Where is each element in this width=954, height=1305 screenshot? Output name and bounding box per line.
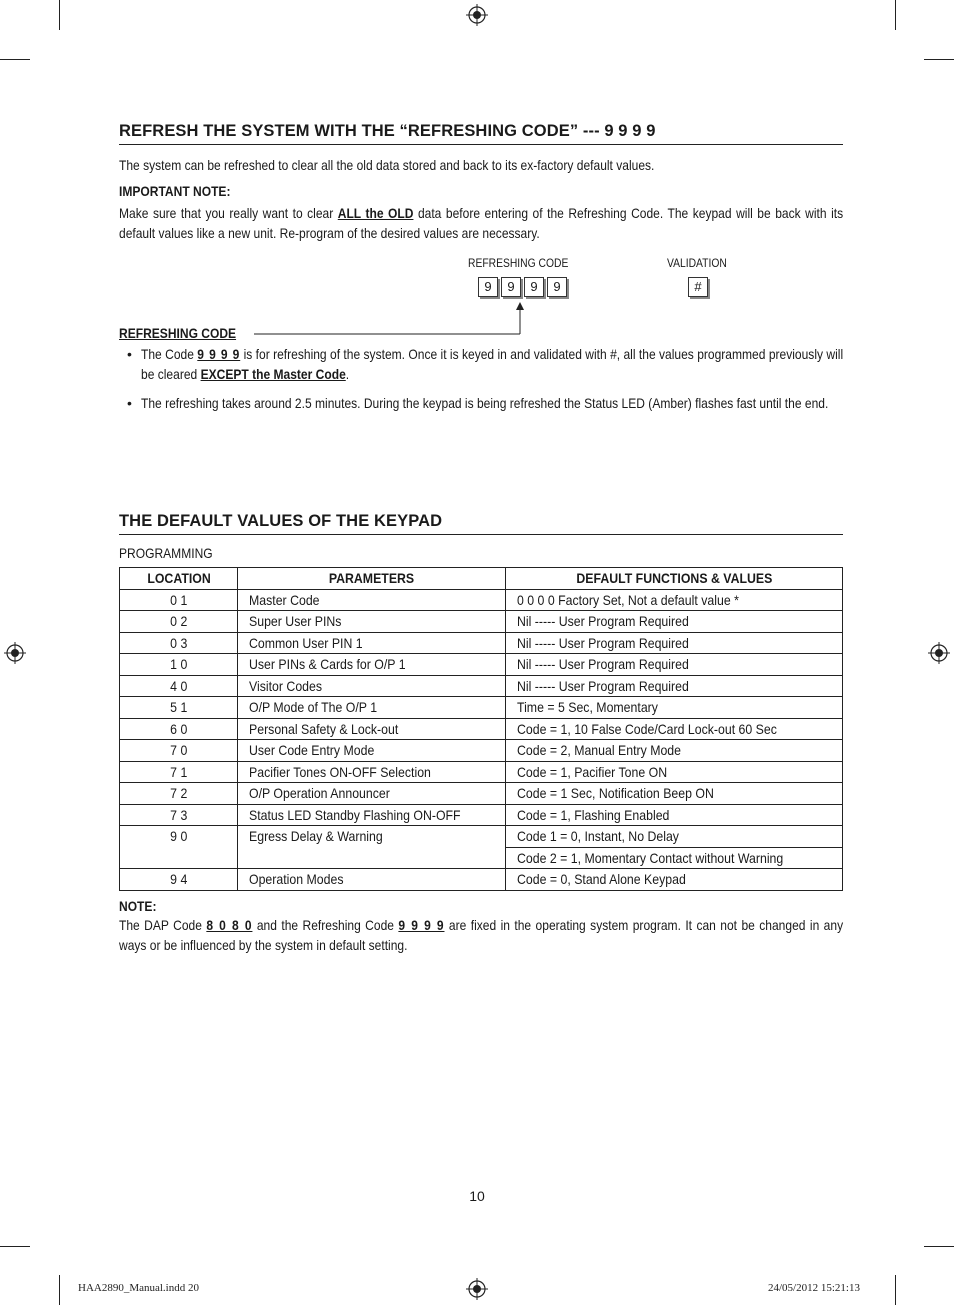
table-row <box>120 826 843 848</box>
table-row <box>120 740 843 762</box>
footer-datetime: 24/05/2012 15:21:13 <box>768 1282 860 1294</box>
crop-mark <box>924 59 954 60</box>
section-defaults-title: THE DEFAULT VALUES OF THE KEYPAD <box>119 512 843 535</box>
programming-label: PROGRAMMING <box>119 545 213 561</box>
footer-filename: HAA2890_Manual.indd 20 <box>78 1282 199 1294</box>
key-9: 9 <box>524 277 544 297</box>
parameter-cell: O/P Operation Announcer <box>238 783 506 805</box>
validation-key <box>688 277 711 297</box>
refresh-intro: The system can be refreshed to clear all the old data stored and back to its ex-factory default values. <box>119 157 655 173</box>
crop-mark <box>895 1275 896 1305</box>
registration-mark-icon <box>466 1278 488 1300</box>
location-cell: 0 3 <box>120 632 238 654</box>
value-cell: Time = 5 Sec, Momentary <box>506 697 843 719</box>
value-cell: Code = 1, Pacifier Tone ON <box>506 761 843 783</box>
parameter-cell: Personal Safety & Lock-out <box>238 718 506 740</box>
note-label: NOTE: <box>119 898 157 914</box>
key-hash: # <box>688 277 708 297</box>
value-cell: Nil ----- User Program Required <box>506 675 843 697</box>
parameter-cell: O/P Mode of The O/P 1 <box>238 697 506 719</box>
parameter-cell: Pacifier Tones ON-OFF Selection <box>238 761 506 783</box>
registration-mark-icon <box>928 642 950 664</box>
table-row <box>120 869 843 891</box>
validation-label: VALIDATION <box>667 256 727 270</box>
location-cell: 0 2 <box>120 611 238 633</box>
defaults-table <box>119 567 843 891</box>
crop-mark <box>924 1246 954 1247</box>
crop-mark <box>59 1275 60 1305</box>
location-cell: 9 0 <box>120 826 238 869</box>
value-cell: Nil ----- User Program Required <box>506 654 843 676</box>
emphasis-all-the-old: ALL the OLD <box>337 205 414 221</box>
value-cell: Code = 1 Sec, Notification Beep ON <box>506 783 843 805</box>
table-row <box>120 718 843 740</box>
key-9: 9 <box>501 277 521 297</box>
value-cell: Code = 0, Stand Alone Keypad <box>506 869 843 891</box>
table-header-row <box>120 568 843 590</box>
registration-mark-icon <box>4 642 26 664</box>
location-cell: 7 2 <box>120 783 238 805</box>
important-note-label: IMPORTANT NOTE: <box>119 183 231 199</box>
parameter-cell: Master Code <box>238 589 506 611</box>
parameter-cell: Egress Delay & Warning <box>238 826 506 869</box>
column-header: LOCATION <box>120 568 238 590</box>
parameter-cell: User Code Entry Mode <box>238 740 506 762</box>
registration-mark-icon <box>466 4 488 26</box>
location-cell: 0 1 <box>120 589 238 611</box>
location-cell: 5 1 <box>120 697 238 719</box>
parameter-cell: Common User PIN 1 <box>238 632 506 654</box>
crop-mark <box>895 0 896 30</box>
table-row <box>120 632 843 654</box>
key-9: 9 <box>478 277 498 297</box>
value-cell: 0 0 0 0 Factory Set, Not a default value * <box>506 589 843 611</box>
column-header: PARAMETERS <box>238 568 506 590</box>
location-cell: 1 0 <box>120 654 238 676</box>
value-cell: Nil ----- User Program Required <box>506 611 843 633</box>
parameter-cell: Visitor Codes <box>238 675 506 697</box>
table-row <box>120 589 843 611</box>
parameter-cell: User PINs & Cards for O/P 1 <box>238 654 506 676</box>
page-number: 10 <box>469 1188 485 1204</box>
parameter-cell: Super User PINs <box>238 611 506 633</box>
important-note-text: Make sure that you really want to clear ALL the OLD data before entering of the Refreshing Code. The keypad will be back with its default values like a new unit. Re-program of the desired values are necessary. <box>119 205 844 241</box>
key-9: 9 <box>547 277 567 297</box>
table-row <box>120 675 843 697</box>
value-cell: Code 2 = 1, Momentary Contact without Warning <box>506 847 843 869</box>
table-row <box>120 761 843 783</box>
location-cell: 7 3 <box>120 804 238 826</box>
parameter-cell: Status LED Standby Flashing ON-OFF <box>238 804 506 826</box>
refreshing-code-keys <box>478 277 570 297</box>
location-cell: 6 0 <box>120 718 238 740</box>
crop-mark <box>0 59 30 60</box>
value-cell: Code = 1, Flashing Enabled <box>506 804 843 826</box>
location-cell: 7 0 <box>120 740 238 762</box>
table-row <box>120 697 843 719</box>
table-row <box>120 611 843 633</box>
crop-mark <box>59 0 60 30</box>
parameter-cell: Operation Modes <box>238 869 506 891</box>
crop-mark <box>0 1246 30 1247</box>
value-cell: Code = 1, 10 False Code/Card Lock-out 60 Sec <box>506 718 843 740</box>
table-row <box>120 783 843 805</box>
value-cell: Code 1 = 0, Instant, No Delay <box>506 826 843 848</box>
table-row <box>120 804 843 826</box>
location-cell: 9 4 <box>120 869 238 891</box>
value-cell: Code = 2, Manual Entry Mode <box>506 740 843 762</box>
note-text: The DAP Code 8 0 8 0 and the Refreshing Code 9 9 9 9 are fixed in the operating system program. It can not be changed in any ways or be influenced by the system in default setting. <box>119 917 844 953</box>
section-refresh-title: REFRESH THE SYSTEM WITH THE “REFRESHING CODE” --- 9 9 9 9 <box>119 122 843 145</box>
value-cell: Nil ----- User Program Required <box>506 632 843 654</box>
location-cell: 4 0 <box>120 675 238 697</box>
refreshing-code-label: REFRESHING CODE <box>468 256 569 270</box>
column-header: DEFAULT FUNCTIONS & VALUES <box>506 568 843 590</box>
refreshing-code-heading: REFRESHING CODE <box>119 325 237 341</box>
location-cell: 7 1 <box>120 761 238 783</box>
table-row <box>120 654 843 676</box>
